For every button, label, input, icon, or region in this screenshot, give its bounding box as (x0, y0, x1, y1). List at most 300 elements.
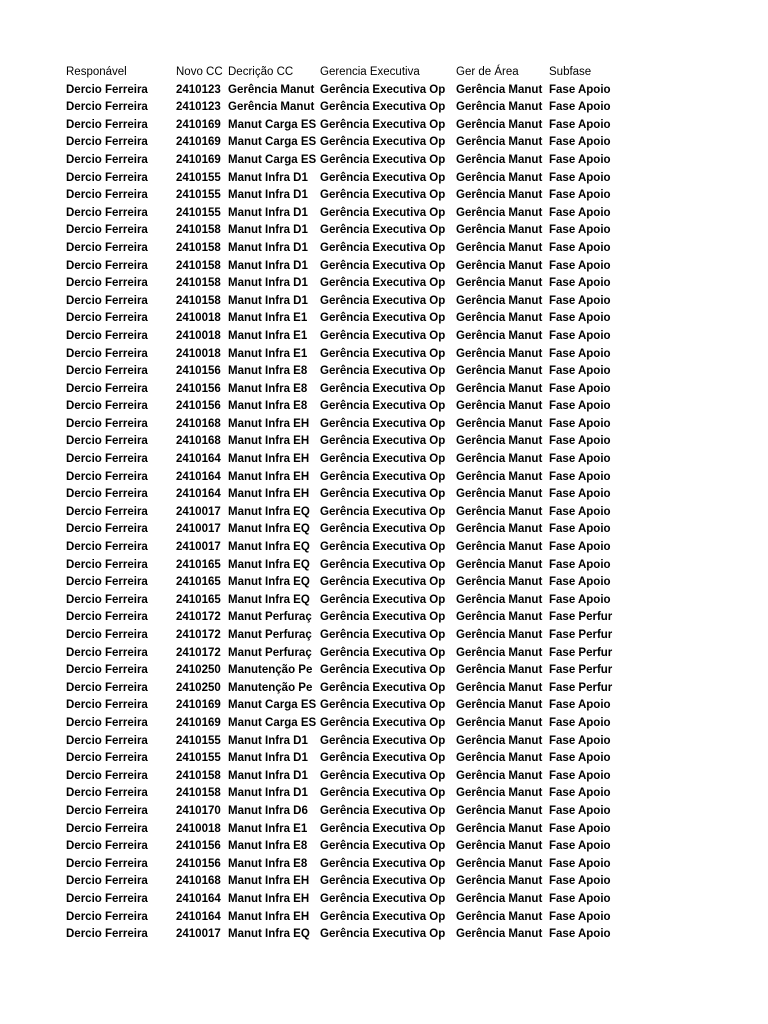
cell-gerencia-executiva: Gerência Executiva Op (320, 804, 446, 817)
cell-novo-cc: 2410017 (176, 541, 221, 554)
table-row (66, 609, 626, 627)
cell-ger-area: Gerência Manut (456, 840, 543, 853)
cell-descricao-cc: Manut Infra E8 (228, 857, 308, 870)
table-row (66, 170, 626, 188)
cell-ger-area: Gerência Manut (456, 910, 543, 923)
cell-ger-area: Gerência Manut (456, 136, 543, 149)
table-row (66, 433, 626, 451)
cell-responsavel: Dercio Ferreira (66, 787, 148, 800)
cell-responsavel: Dercio Ferreira (66, 277, 148, 290)
table-row (66, 750, 626, 768)
cell-novo-cc: 2410164 (176, 910, 221, 923)
cell-subfase: Fase Apoio (549, 118, 611, 131)
cell-subfase: Fase Apoio (549, 277, 611, 290)
cell-ger-area: Gerência Manut (456, 453, 543, 466)
table-row (66, 662, 626, 680)
cell-responsavel: Dercio Ferreira (66, 171, 148, 184)
cell-ger-area: Gerência Manut (456, 857, 543, 870)
table-row (66, 891, 626, 909)
cell-ger-area: Gerência Manut (456, 664, 543, 677)
cell-gerencia-executiva: Gerência Executiva Op (320, 382, 446, 395)
cell-responsavel: Dercio Ferreira (66, 910, 148, 923)
cell-ger-area: Gerência Manut (456, 716, 543, 729)
table-row (66, 328, 626, 346)
cell-novo-cc: 2410165 (176, 576, 221, 589)
table-row (66, 398, 626, 416)
cell-subfase: Fase Apoio (549, 769, 611, 782)
cell-gerencia-executiva: Gerência Executiva Op (320, 118, 446, 131)
cell-novo-cc: 2410172 (176, 611, 221, 624)
cell-gerencia-executiva: Gerência Executiva Op (320, 857, 446, 870)
cell-descricao-cc: Manut Infra E8 (228, 382, 308, 395)
cell-subfase: Fase Apoio (549, 153, 611, 166)
cell-gerencia-executiva: Gerência Executiva Op (320, 840, 446, 853)
cell-ger-area: Gerência Manut (456, 505, 543, 518)
cell-gerencia-executiva: Gerência Executiva Op (320, 329, 446, 342)
cell-ger-area: Gerência Manut (456, 101, 543, 114)
cell-ger-area: Gerência Manut (456, 400, 543, 413)
cell-subfase: Fase Apoio (549, 699, 611, 712)
cell-ger-area: Gerência Manut (456, 206, 543, 219)
cell-subfase: Fase Apoio (549, 804, 611, 817)
cell-novo-cc: 2410169 (176, 118, 221, 131)
cell-responsavel: Dercio Ferreira (66, 470, 148, 483)
cell-ger-area: Gerência Manut (456, 488, 543, 501)
cell-ger-area: Gerência Manut (456, 681, 543, 694)
cell-subfase: Fase Apoio (549, 453, 611, 466)
cell-subfase: Fase Apoio (549, 752, 611, 765)
cell-responsavel: Dercio Ferreira (66, 241, 148, 254)
cell-novo-cc: 2410156 (176, 365, 221, 378)
cell-descricao-cc: Manut Infra EQ (228, 928, 310, 941)
cell-responsavel: Dercio Ferreira (66, 347, 148, 360)
cell-descricao-cc: Manut Infra EH (228, 910, 310, 923)
cell-novo-cc: 2410017 (176, 523, 221, 536)
cell-descricao-cc: Manut Infra D1 (228, 769, 308, 782)
cell-ger-area: Gerência Manut (456, 189, 543, 202)
cell-subfase: Fase Apoio (549, 417, 611, 430)
table-row (66, 785, 626, 803)
cell-responsavel: Dercio Ferreira (66, 382, 148, 395)
table-row (66, 697, 626, 715)
cell-novo-cc: 2410123 (176, 101, 221, 114)
cell-ger-area: Gerência Manut (456, 153, 543, 166)
cell-ger-area: Gerência Manut (456, 329, 543, 342)
header-subfase: Subfase (549, 66, 592, 78)
cell-novo-cc: 2410156 (176, 382, 221, 395)
cell-subfase: Fase Apoio (549, 470, 611, 483)
table-row (66, 363, 626, 381)
cell-gerencia-executiva: Gerência Executiva Op (320, 453, 446, 466)
cell-ger-area: Gerência Manut (456, 171, 543, 184)
cell-novo-cc: 2410250 (176, 664, 221, 677)
cell-descricao-cc: Manut Carga ES (228, 136, 317, 149)
cell-subfase: Fase Apoio (549, 593, 611, 606)
spreadsheet-page (66, 64, 626, 944)
cell-gerencia-executiva: Gerência Executiva Op (320, 488, 446, 501)
cell-gerencia-executiva: Gerência Executiva Op (320, 699, 446, 712)
cell-responsavel: Dercio Ferreira (66, 664, 148, 677)
cell-ger-area: Gerência Manut (456, 699, 543, 712)
cell-responsavel: Dercio Ferreira (66, 417, 148, 430)
cell-responsavel: Dercio Ferreira (66, 400, 148, 413)
cell-descricao-cc: Manut Infra EH (228, 417, 310, 430)
table-row (66, 240, 626, 258)
cell-descricao-cc: Manut Infra D1 (228, 241, 308, 254)
cell-descricao-cc: Manut Infra EQ (228, 558, 310, 571)
cell-gerencia-executiva: Gerência Executiva Op (320, 470, 446, 483)
cell-subfase: Fase Apoio (549, 312, 611, 325)
cell-descricao-cc: Manut Infra D1 (228, 206, 308, 219)
cell-subfase: Fase Apoio (549, 83, 611, 96)
cell-gerencia-executiva: Gerência Executiva Op (320, 910, 446, 923)
cell-subfase: Fase Apoio (549, 136, 611, 149)
cell-descricao-cc: Manut Infra E1 (228, 329, 308, 342)
cell-subfase: Fase Apoio (549, 541, 611, 554)
cell-novo-cc: 2410250 (176, 681, 221, 694)
cell-gerencia-executiva: Gerência Executiva Op (320, 716, 446, 729)
cell-novo-cc: 2410158 (176, 769, 221, 782)
cell-novo-cc: 2410155 (176, 189, 221, 202)
table-row (66, 909, 626, 927)
cell-responsavel: Dercio Ferreira (66, 716, 148, 729)
cell-novo-cc: 2410164 (176, 488, 221, 501)
cell-descricao-cc: Manut Perfuraç (228, 629, 312, 641)
header-row (66, 64, 626, 82)
cell-responsavel: Dercio Ferreira (66, 488, 148, 501)
cell-gerencia-executiva: Gerência Executiva Op (320, 769, 446, 782)
table-row (66, 680, 626, 698)
table-row (66, 134, 626, 152)
cell-ger-area: Gerência Manut (456, 611, 543, 624)
cell-subfase: Fase Apoio (549, 294, 611, 307)
cell-novo-cc: 2410158 (176, 294, 221, 307)
cell-descricao-cc: Manut Infra D6 (228, 804, 308, 817)
cell-subfase: Fase Apoio (549, 558, 611, 571)
cell-gerencia-executiva: Gerência Executiva Op (320, 171, 446, 184)
cell-ger-area: Gerência Manut (456, 417, 543, 430)
cell-responsavel: Dercio Ferreira (66, 101, 148, 114)
cell-subfase: Fase Apoio (549, 101, 611, 114)
cell-descricao-cc: Manut Carga ES (228, 153, 317, 166)
header-novo-cc: Novo CC (176, 66, 223, 78)
table-row (66, 486, 626, 504)
cell-novo-cc: 2410164 (176, 470, 221, 483)
cell-subfase: Fase Apoio (549, 787, 611, 800)
cell-novo-cc: 2410170 (176, 804, 221, 817)
cell-ger-area: Gerência Manut (456, 435, 543, 448)
cell-descricao-cc: Manut Infra E8 (228, 840, 308, 853)
cell-novo-cc: 2410158 (176, 787, 221, 800)
cell-ger-area: Gerência Manut (456, 593, 543, 606)
cell-gerencia-executiva: Gerência Executiva Op (320, 365, 446, 378)
cell-responsavel: Dercio Ferreira (66, 505, 148, 518)
cell-novo-cc: 2410158 (176, 224, 221, 237)
cell-subfase: Fase Perfur (549, 681, 613, 694)
cell-descricao-cc: Manut Infra E8 (228, 365, 308, 378)
cell-descricao-cc: Manut Carga ES (228, 118, 317, 131)
cell-responsavel: Dercio Ferreira (66, 804, 148, 817)
cell-ger-area: Gerência Manut (456, 875, 543, 888)
cell-ger-area: Gerência Manut (456, 769, 543, 782)
cell-ger-area: Gerência Manut (456, 347, 543, 360)
cell-novo-cc: 2410155 (176, 734, 221, 747)
table-row (66, 187, 626, 205)
cell-gerencia-executiva: Gerência Executiva Op (320, 417, 446, 430)
cell-subfase: Fase Apoio (549, 347, 611, 360)
cell-ger-area: Gerência Manut (456, 470, 543, 483)
cell-descricao-cc: Manut Infra E1 (228, 347, 308, 360)
cell-descricao-cc: Manut Infra E8 (228, 400, 308, 413)
cell-ger-area: Gerência Manut (456, 83, 543, 96)
cell-descricao-cc: Manutenção Pe (228, 664, 313, 677)
table-row (66, 469, 626, 487)
cell-subfase: Fase Perfur (549, 611, 613, 624)
cell-subfase: Fase Perfur (549, 664, 613, 677)
cell-descricao-cc: Manut Infra D1 (228, 294, 308, 307)
table-row (66, 381, 626, 399)
cell-ger-area: Gerência Manut (456, 312, 543, 325)
cell-responsavel: Dercio Ferreira (66, 523, 148, 536)
cell-gerencia-executiva: Gerência Executiva Op (320, 928, 446, 941)
cell-descricao-cc: Manut Infra EQ (228, 541, 310, 554)
cell-subfase: Fase Apoio (549, 224, 611, 237)
cell-responsavel: Dercio Ferreira (66, 928, 148, 941)
cell-descricao-cc: Manut Infra D1 (228, 752, 308, 765)
cell-novo-cc: 2410168 (176, 435, 221, 448)
cell-responsavel: Dercio Ferreira (66, 840, 148, 853)
cell-responsavel: Dercio Ferreira (66, 206, 148, 219)
cell-gerencia-executiva: Gerência Executiva Op (320, 136, 446, 149)
cell-subfase: Fase Apoio (549, 488, 611, 501)
cell-descricao-cc: Manut Infra D1 (228, 259, 308, 272)
cell-responsavel: Dercio Ferreira (66, 83, 148, 96)
cell-descricao-cc: Gerência Manut (228, 101, 315, 114)
header-responsavel: Responável (66, 66, 127, 78)
cell-subfase: Fase Apoio (549, 435, 611, 448)
cell-gerencia-executiva: Gerência Executiva Op (320, 558, 446, 571)
cell-responsavel: Dercio Ferreira (66, 822, 148, 835)
cell-subfase: Fase Apoio (549, 241, 611, 254)
cell-descricao-cc: Manut Infra E1 (228, 822, 308, 835)
cell-gerencia-executiva: Gerência Executiva Op (320, 576, 446, 589)
cell-subfase: Fase Apoio (549, 206, 611, 219)
cell-responsavel: Dercio Ferreira (66, 593, 148, 606)
cell-novo-cc: 2410018 (176, 822, 221, 835)
cell-subfase: Fase Apoio (549, 189, 611, 202)
cell-descricao-cc: Manut Infra EH (228, 892, 310, 905)
cell-novo-cc: 2410164 (176, 892, 221, 905)
header-gerencia-executiva: Gerencia Executiva (320, 66, 420, 78)
table-row (66, 768, 626, 786)
cell-ger-area: Gerência Manut (456, 259, 543, 272)
cell-subfase: Fase Apoio (549, 171, 611, 184)
cell-descricao-cc: Manut Infra D1 (228, 224, 308, 237)
table-row (66, 152, 626, 170)
cell-gerencia-executiva: Gerência Executiva Op (320, 294, 446, 307)
table-row (66, 733, 626, 751)
cell-subfase: Fase Apoio (549, 734, 611, 747)
cell-descricao-cc: Manut Infra EQ (228, 576, 310, 589)
cell-responsavel: Dercio Ferreira (66, 189, 148, 202)
cell-ger-area: Gerência Manut (456, 224, 543, 237)
cell-descricao-cc: Manut Infra D1 (228, 734, 308, 747)
cell-gerencia-executiva: Gerência Executiva Op (320, 277, 446, 290)
cell-responsavel: Dercio Ferreira (66, 769, 148, 782)
table-row (66, 856, 626, 874)
table-row (66, 416, 626, 434)
cell-gerencia-executiva: Gerência Executiva Op (320, 875, 446, 888)
cell-novo-cc: 2410017 (176, 505, 221, 518)
cell-descricao-cc: Manut Infra EH (228, 453, 310, 466)
cell-descricao-cc: Manut Infra E1 (228, 312, 308, 325)
cell-ger-area: Gerência Manut (456, 752, 543, 765)
cell-novo-cc: 2410156 (176, 400, 221, 413)
table-row (66, 346, 626, 364)
cell-novo-cc: 2410018 (176, 312, 221, 325)
cell-ger-area: Gerência Manut (456, 365, 543, 378)
table-body (66, 82, 626, 944)
cell-responsavel: Dercio Ferreira (66, 558, 148, 571)
cell-novo-cc: 2410172 (176, 646, 221, 659)
cell-responsavel: Dercio Ferreira (66, 541, 148, 554)
cell-gerencia-executiva: Gerência Executiva Op (320, 664, 446, 677)
cell-gerencia-executiva: Gerência Executiva Op (320, 892, 446, 905)
table-row (66, 557, 626, 575)
cell-novo-cc: 2410168 (176, 875, 221, 888)
cell-novo-cc: 2410155 (176, 752, 221, 765)
cell-responsavel: Dercio Ferreira (66, 312, 148, 325)
cell-responsavel: Dercio Ferreira (66, 294, 148, 307)
cell-novo-cc: 2410169 (176, 136, 221, 149)
table-row (66, 293, 626, 311)
table-row (66, 504, 626, 522)
table-row (66, 926, 626, 944)
table-row (66, 117, 626, 135)
cell-ger-area: Gerência Manut (456, 928, 543, 941)
cell-descricao-cc: Manut Perfuraç (228, 646, 312, 659)
cell-subfase: Fase Apoio (549, 716, 611, 729)
cell-gerencia-executiva: Gerência Executiva Op (320, 541, 446, 554)
cell-responsavel: Dercio Ferreira (66, 453, 148, 466)
cell-gerencia-executiva: Gerência Executiva Op (320, 505, 446, 518)
cell-ger-area: Gerência Manut (456, 558, 543, 571)
cell-responsavel: Dercio Ferreira (66, 752, 148, 765)
cell-descricao-cc: Manut Infra D1 (228, 787, 308, 800)
cell-ger-area: Gerência Manut (456, 892, 543, 905)
cell-subfase: Fase Apoio (549, 910, 611, 923)
table-row (66, 258, 626, 276)
cell-gerencia-executiva: Gerência Executiva Op (320, 259, 446, 272)
cell-novo-cc: 2410158 (176, 277, 221, 290)
table-row (66, 539, 626, 557)
cell-ger-area: Gerência Manut (456, 576, 543, 589)
cell-descricao-cc: Manut Infra EH (228, 875, 310, 888)
cell-gerencia-executiva: Gerência Executiva Op (320, 629, 446, 641)
cell-responsavel: Dercio Ferreira (66, 329, 148, 342)
cell-subfase: Fase Apoio (549, 892, 611, 905)
cell-novo-cc: 2410156 (176, 840, 221, 853)
table-row (66, 873, 626, 891)
cell-responsavel: Dercio Ferreira (66, 875, 148, 888)
cell-novo-cc: 2410172 (176, 629, 221, 641)
cell-subfase: Fase Apoio (549, 822, 611, 835)
cell-novo-cc: 2410165 (176, 558, 221, 571)
cell-subfase: Fase Perfur (549, 646, 613, 659)
cell-ger-area: Gerência Manut (456, 277, 543, 290)
table-row (66, 715, 626, 733)
cell-novo-cc: 2410164 (176, 453, 221, 466)
cell-ger-area: Gerência Manut (456, 822, 543, 835)
cell-responsavel: Dercio Ferreira (66, 857, 148, 870)
cell-gerencia-executiva: Gerência Executiva Op (320, 681, 446, 694)
cell-responsavel: Dercio Ferreira (66, 259, 148, 272)
table-row (66, 803, 626, 821)
cell-responsavel: Dercio Ferreira (66, 611, 148, 624)
table-row (66, 310, 626, 328)
cell-responsavel: Dercio Ferreira (66, 576, 148, 589)
header-descricao-cc: Decrição CC (228, 66, 294, 78)
cell-novo-cc: 2410155 (176, 206, 221, 219)
cell-ger-area: Gerência Manut (456, 382, 543, 395)
cell-novo-cc: 2410158 (176, 241, 221, 254)
cell-descricao-cc: Manut Infra EQ (228, 523, 310, 536)
cell-responsavel: Dercio Ferreira (66, 136, 148, 149)
cell-gerencia-executiva: Gerência Executiva Op (320, 523, 446, 536)
cell-subfase: Fase Apoio (549, 840, 611, 853)
cell-gerencia-executiva: Gerência Executiva Op (320, 83, 446, 96)
cell-novo-cc: 2410158 (176, 259, 221, 272)
cell-subfase: Fase Apoio (549, 259, 611, 272)
cell-ger-area: Gerência Manut (456, 804, 543, 817)
cell-subfase: Fase Apoio (549, 857, 611, 870)
cell-ger-area: Gerência Manut (456, 241, 543, 254)
cell-novo-cc: 2410169 (176, 699, 221, 712)
cell-novo-cc: 2410018 (176, 347, 221, 360)
table-row (66, 627, 626, 645)
cell-descricao-cc: Gerência Manut (228, 83, 315, 96)
cell-ger-area: Gerência Manut (456, 541, 543, 554)
cell-ger-area: Gerência Manut (456, 523, 543, 536)
cell-responsavel: Dercio Ferreira (66, 734, 148, 747)
cell-ger-area: Gerência Manut (456, 118, 543, 131)
table-row (66, 821, 626, 839)
table-row (66, 275, 626, 293)
cell-gerencia-executiva: Gerência Executiva Op (320, 189, 446, 202)
cell-gerencia-executiva: Gerência Executiva Op (320, 593, 446, 606)
cell-gerencia-executiva: Gerência Executiva Op (320, 787, 446, 800)
cell-descricao-cc: Manut Infra EQ (228, 593, 310, 606)
table-row (66, 838, 626, 856)
table-row (66, 645, 626, 663)
cell-responsavel: Dercio Ferreira (66, 699, 148, 712)
cell-novo-cc: 2410123 (176, 83, 221, 96)
cell-novo-cc: 2410168 (176, 417, 221, 430)
header-ger-area: Ger de Área (456, 66, 519, 78)
cell-descricao-cc: Manut Infra EQ (228, 505, 310, 518)
cell-novo-cc: 2410017 (176, 928, 221, 941)
cell-gerencia-executiva: Gerência Executiva Op (320, 646, 446, 659)
cell-subfase: Fase Apoio (549, 523, 611, 536)
cell-subfase: Fase Apoio (549, 928, 611, 941)
cell-gerencia-executiva: Gerência Executiva Op (320, 347, 446, 360)
table-row (66, 592, 626, 610)
cell-novo-cc: 2410169 (176, 716, 221, 729)
cell-novo-cc: 2410165 (176, 593, 221, 606)
cell-responsavel: Dercio Ferreira (66, 892, 148, 905)
cell-gerencia-executiva: Gerência Executiva Op (320, 224, 446, 237)
cell-descricao-cc: Manut Infra EH (228, 488, 310, 501)
